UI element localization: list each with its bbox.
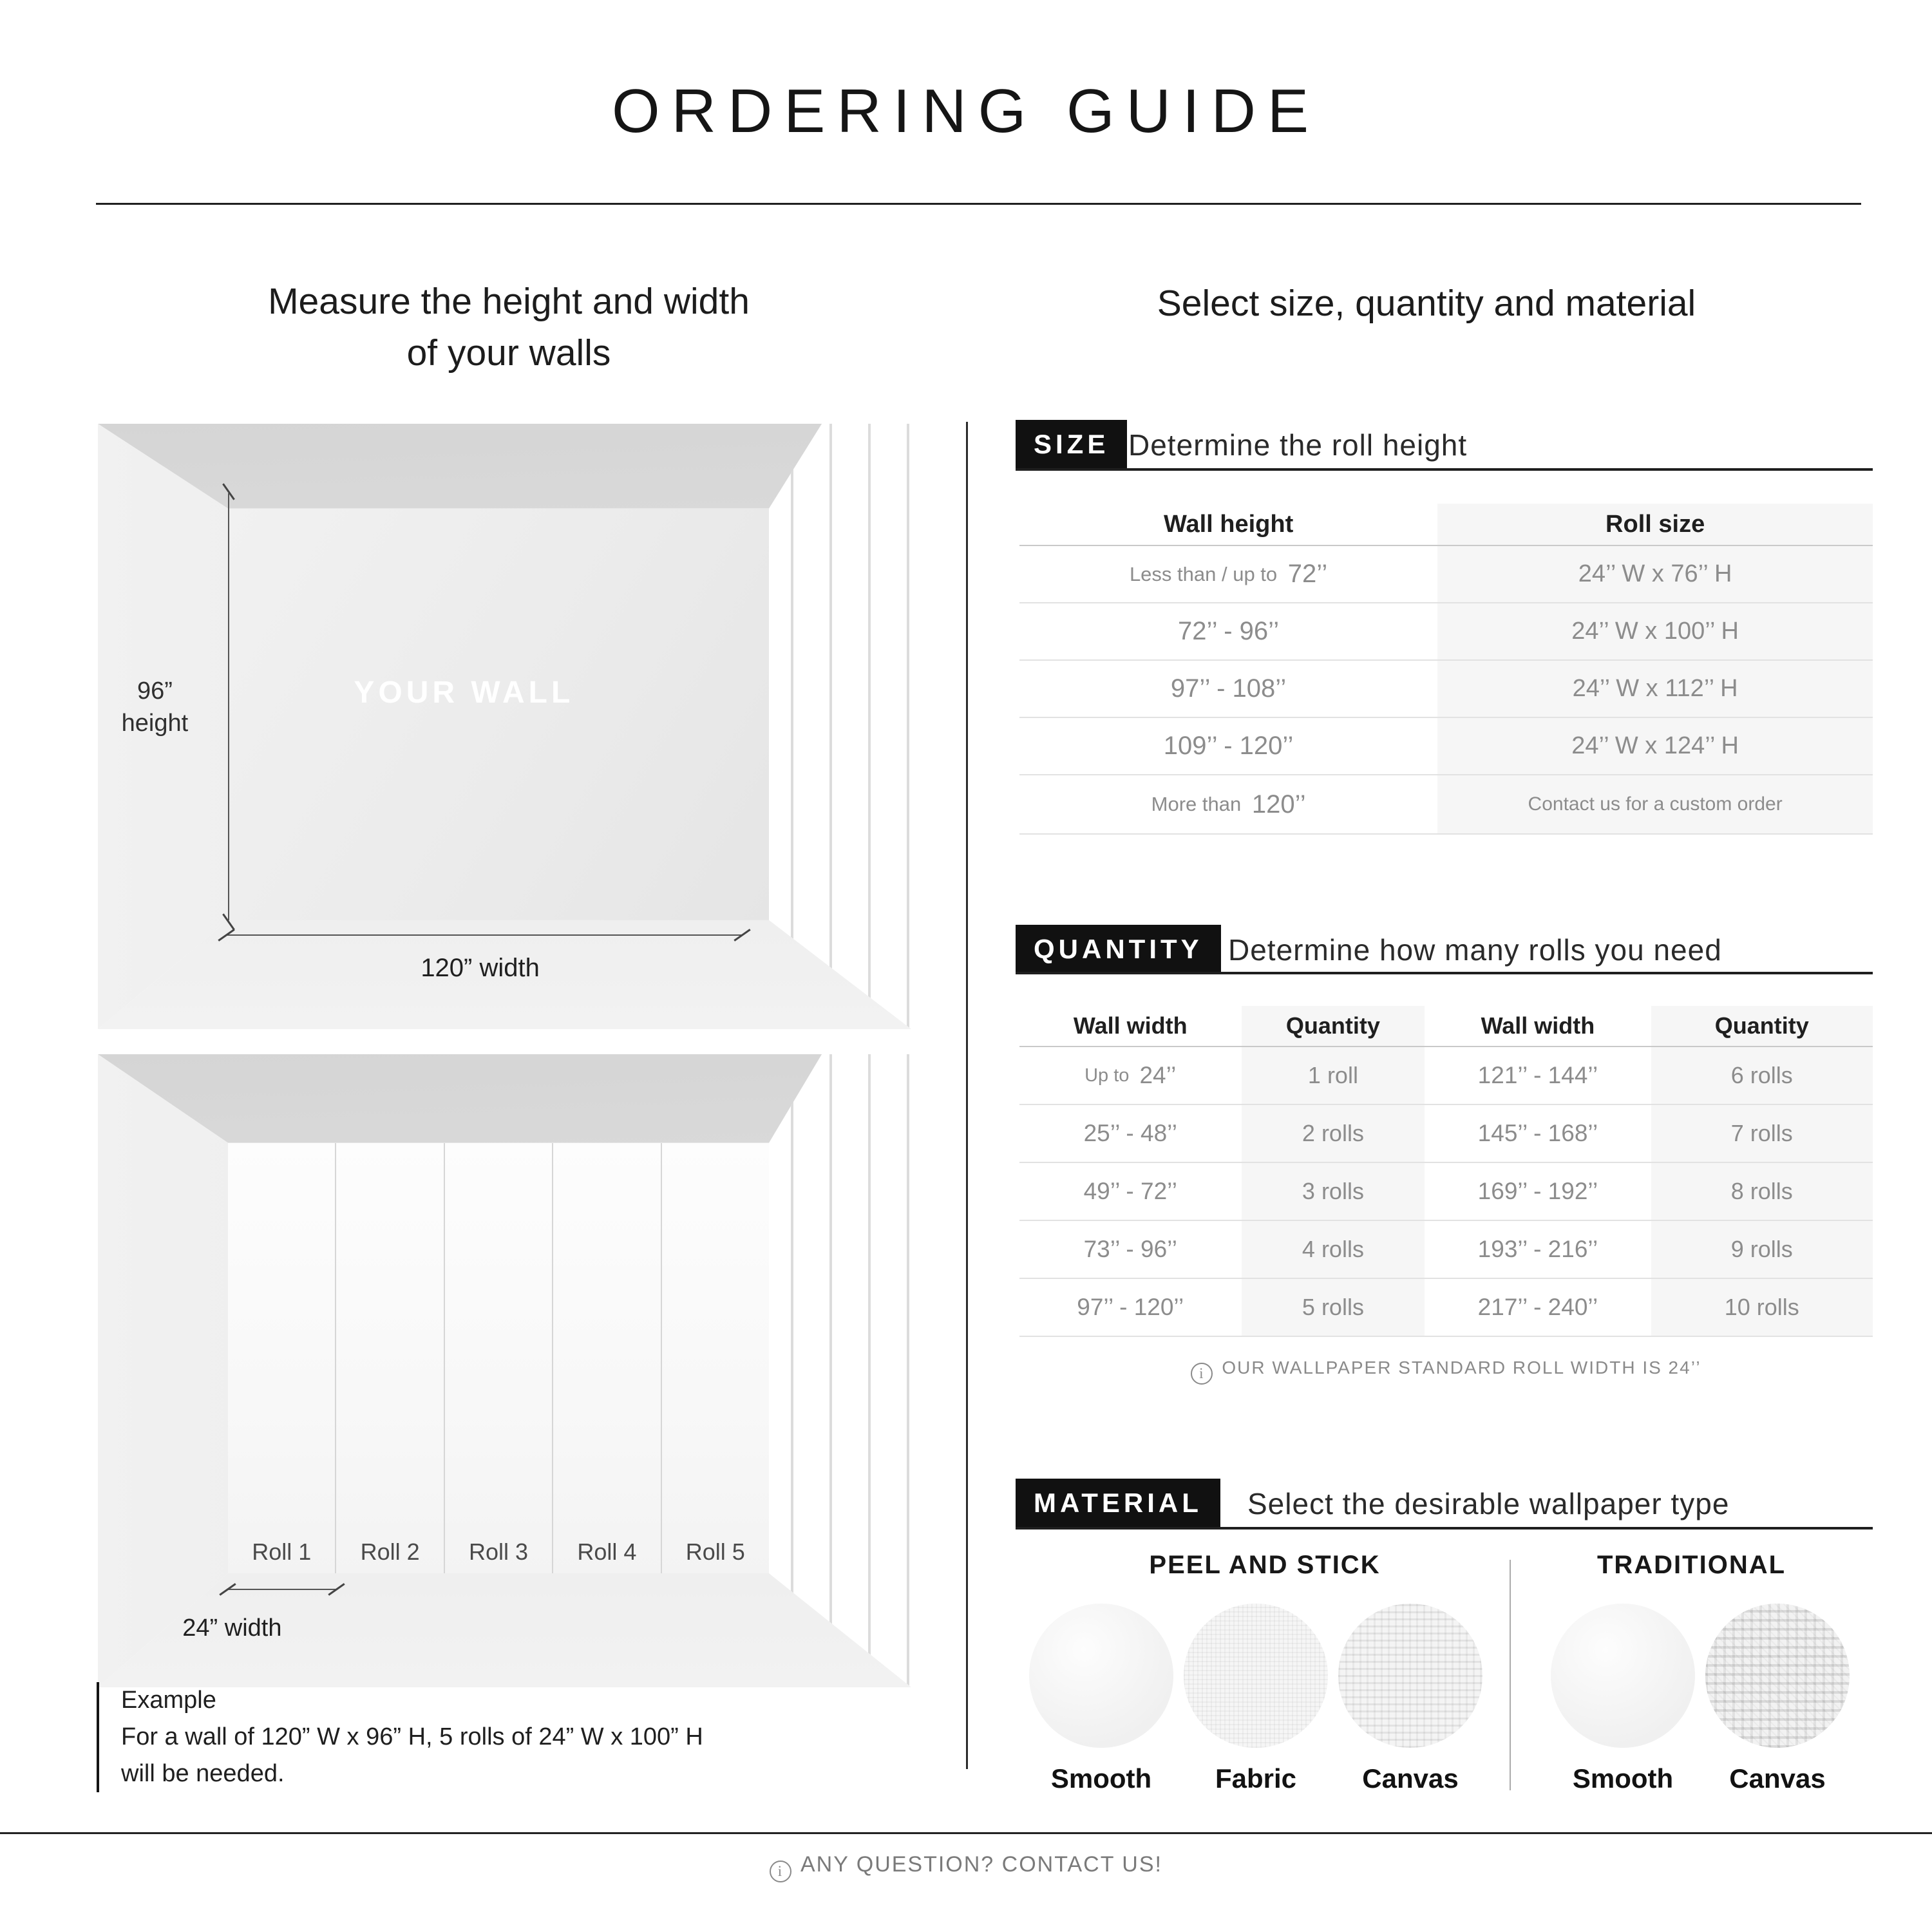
roll-panel	[552, 1143, 660, 1573]
qty-quantity-cell	[1242, 1279, 1425, 1337]
qty-wall-value: 169’’ - 192’’	[1477, 1178, 1598, 1204]
qty-wall-value: 49’’ - 72’’	[1083, 1178, 1177, 1204]
qty-col-wall-width-2: Wall width	[1425, 1006, 1651, 1047]
qty-value: 3 rolls	[1302, 1178, 1364, 1204]
size-row-roll	[1437, 546, 1873, 603]
wall-width-label: 120” width	[421, 953, 540, 982]
qty-wall-cell	[1425, 1105, 1651, 1163]
size-row-wall	[1019, 546, 1437, 603]
size-wall-value: 109’’ - 120’’	[1163, 732, 1294, 760]
size-row-roll	[1437, 603, 1873, 661]
quantity-table	[1019, 1006, 1873, 1337]
qty-wall-prefix: Up to	[1084, 1065, 1135, 1086]
qty-value: 2 rolls	[1302, 1120, 1364, 1146]
qty-value: 9 rolls	[1730, 1236, 1793, 1262]
roll-panel	[228, 1143, 335, 1573]
qty-quantity-cell	[1242, 1105, 1425, 1163]
size-row-wall	[1019, 603, 1437, 661]
qty-value: 5 rolls	[1302, 1294, 1364, 1320]
swatch-label: Canvas	[1729, 1763, 1826, 1794]
size-table	[1019, 504, 1873, 835]
size-col-wall-height: Wall height	[1019, 504, 1437, 546]
qty-quantity-cell	[1242, 1047, 1425, 1105]
qty-value: 6 rolls	[1730, 1062, 1793, 1088]
roll-panel	[335, 1143, 443, 1573]
qty-wall-value: 73’’ - 96’’	[1083, 1236, 1177, 1262]
wall-height-label	[98, 675, 212, 739]
room1-back-wall	[228, 509, 769, 920]
quantity-section-underline	[1016, 972, 1873, 974]
qty-wall-cell	[1019, 1047, 1242, 1105]
size-row-roll	[1437, 775, 1873, 835]
size-col-roll-size: Roll size	[1437, 504, 1873, 546]
wall-height-value: 96”	[137, 677, 173, 705]
qty-quantity-cell	[1242, 1163, 1425, 1221]
swatch-label: Fabric	[1215, 1763, 1297, 1794]
example-line1: For a wall of 120” W x 96” H, 5 rolls of 24” W x 100” H	[121, 1723, 703, 1750]
qty-value: 7 rolls	[1730, 1120, 1793, 1146]
size-section-badge	[1016, 420, 1127, 469]
qty-wall-value: 97’’ - 120’’	[1077, 1294, 1184, 1320]
size-roll-value: 24’’ W x 124’’ H	[1571, 732, 1739, 759]
qty-wall-cell	[1019, 1105, 1242, 1163]
info-icon	[1191, 1363, 1213, 1385]
swatch-peel-canvas-icon	[1338, 1604, 1482, 1748]
qty-wall-cell	[1425, 1047, 1651, 1105]
quantity-badge-label: QUANTITY	[1016, 925, 1221, 974]
size-wall-value: 120’’	[1251, 790, 1306, 819]
size-wall-prefix: More than	[1151, 793, 1247, 815]
roll-width-dimension-line	[228, 1589, 336, 1590]
roll-width-label: 24” width	[182, 1614, 282, 1642]
qty-value: 8 rolls	[1730, 1178, 1793, 1204]
page-title: ORDERING GUIDE	[611, 77, 1321, 146]
right-column-heading: Select size, quantity and material	[1157, 283, 1696, 324]
swatch-peel-smooth-icon	[1029, 1604, 1173, 1748]
qty-value: 1 roll	[1307, 1062, 1358, 1088]
qty-wall-cell	[1425, 1163, 1651, 1221]
qty-wall-value: 24’’	[1139, 1062, 1177, 1088]
room-illustration-measure	[98, 424, 911, 1029]
qty-wall-cell	[1425, 1221, 1651, 1279]
size-row-wall	[1019, 718, 1437, 775]
qty-value: 10 rolls	[1724, 1294, 1799, 1320]
roll-label: Roll 3	[468, 1539, 529, 1566]
left-heading-line1: Measure the height and width	[268, 281, 750, 322]
size-row-wall	[1019, 775, 1437, 835]
material-group-peel-and-stick: PEEL AND STICK	[1149, 1551, 1381, 1579]
material-group-traditional: TRADITIONAL	[1596, 1551, 1786, 1579]
footer-message-text: ANY QUESTION? CONTACT US!	[800, 1852, 1162, 1877]
size-wall-value: 72’’ - 96’’	[1178, 617, 1280, 645]
qty-wall-value: 217’’ - 240’’	[1477, 1294, 1598, 1320]
qty-quantity-cell	[1651, 1221, 1873, 1279]
column-divider	[966, 422, 968, 1769]
example-title: Example	[121, 1687, 216, 1714]
qty-wall-cell	[1019, 1279, 1242, 1337]
size-section-subtitle: Determine the roll height	[1128, 428, 1468, 462]
swatch-traditional-smooth-icon	[1551, 1604, 1695, 1748]
qty-wall-value: 193’’ - 216’’	[1477, 1236, 1598, 1262]
info-icon	[770, 1861, 791, 1882]
left-column-heading	[97, 276, 921, 379]
qty-wall-value: 145’’ - 168’’	[1477, 1120, 1598, 1146]
quantity-section-subtitle: Determine how many rolls you need	[1228, 933, 1722, 967]
qty-col-wall-width-1: Wall width	[1019, 1006, 1242, 1047]
size-section-underline	[1016, 468, 1873, 471]
size-wall-prefix: Less than / up to	[1129, 562, 1283, 585]
qty-wall-cell	[1019, 1221, 1242, 1279]
roll-width-note-text: OUR WALLPAPER STANDARD ROLL WIDTH IS 24’’	[1222, 1358, 1701, 1378]
qty-col-quantity-1: Quantity	[1242, 1006, 1425, 1047]
material-section-subtitle: Select the desirable wallpaper type	[1247, 1487, 1730, 1520]
example-note	[97, 1682, 940, 1792]
roll-label: Roll 2	[360, 1539, 420, 1566]
qty-quantity-cell	[1651, 1163, 1873, 1221]
material-section-underline	[1016, 1527, 1873, 1530]
roll-panel	[661, 1143, 769, 1573]
qty-wall-value: 25’’ - 48’’	[1083, 1120, 1177, 1146]
qty-quantity-cell	[1651, 1047, 1873, 1105]
size-roll-value: Contact us for a custom order	[1528, 793, 1783, 815]
width-dimension-line	[227, 934, 743, 936]
size-roll-value: 24’’ W x 100’’ H	[1571, 618, 1739, 645]
example-line2: will be needed.	[121, 1760, 285, 1787]
footer-message	[0, 1852, 1932, 1882]
wall-height-word: height	[121, 710, 189, 737]
qty-quantity-cell	[1651, 1105, 1873, 1163]
size-row-roll	[1437, 718, 1873, 775]
swatch-traditional-canvas-icon	[1705, 1604, 1850, 1748]
size-wall-value: 97’’ - 108’’	[1170, 674, 1287, 703]
qty-value: 4 rolls	[1302, 1236, 1364, 1262]
roll-label: Roll 5	[685, 1539, 745, 1566]
left-heading-line2: of your walls	[406, 332, 611, 374]
qty-wall-cell	[1425, 1279, 1651, 1337]
room-illustration-rolls	[98, 1054, 911, 1687]
swatch-label: Smooth	[1572, 1763, 1674, 1794]
qty-wall-value: 121’’ - 144’’	[1477, 1062, 1598, 1088]
size-badge-label: SIZE	[1016, 420, 1127, 469]
size-roll-value: 24’’ W x 76’’ H	[1578, 560, 1732, 587]
quantity-section-badge	[1016, 925, 1221, 974]
qty-quantity-cell	[1651, 1279, 1873, 1337]
top-divider	[96, 203, 1861, 205]
roll-label: Roll 1	[252, 1539, 312, 1566]
qty-wall-cell	[1019, 1163, 1242, 1221]
roll-panel	[444, 1143, 552, 1573]
qty-col-quantity-2: Quantity	[1651, 1006, 1873, 1047]
material-group-divider	[1510, 1560, 1511, 1790]
wallpaper-roll-panels	[228, 1143, 769, 1573]
swatch-peel-fabric-icon	[1184, 1604, 1328, 1748]
material-section-badge	[1016, 1479, 1220, 1528]
swatch-label: Canvas	[1362, 1763, 1459, 1794]
roll-label: Roll 4	[577, 1539, 637, 1566]
qty-quantity-cell	[1242, 1221, 1425, 1279]
material-badge-label: MATERIAL	[1016, 1479, 1220, 1528]
size-row-wall	[1019, 661, 1437, 718]
footer-divider	[0, 1832, 1932, 1834]
size-roll-value: 24’’ W x 112’’ H	[1572, 675, 1738, 702]
your-wall-label: YOUR WALL	[354, 676, 574, 710]
swatch-label: Smooth	[1050, 1763, 1152, 1794]
size-row-roll	[1437, 661, 1873, 718]
size-wall-value: 72’’	[1287, 560, 1328, 588]
roll-width-note	[1019, 1358, 1873, 1385]
